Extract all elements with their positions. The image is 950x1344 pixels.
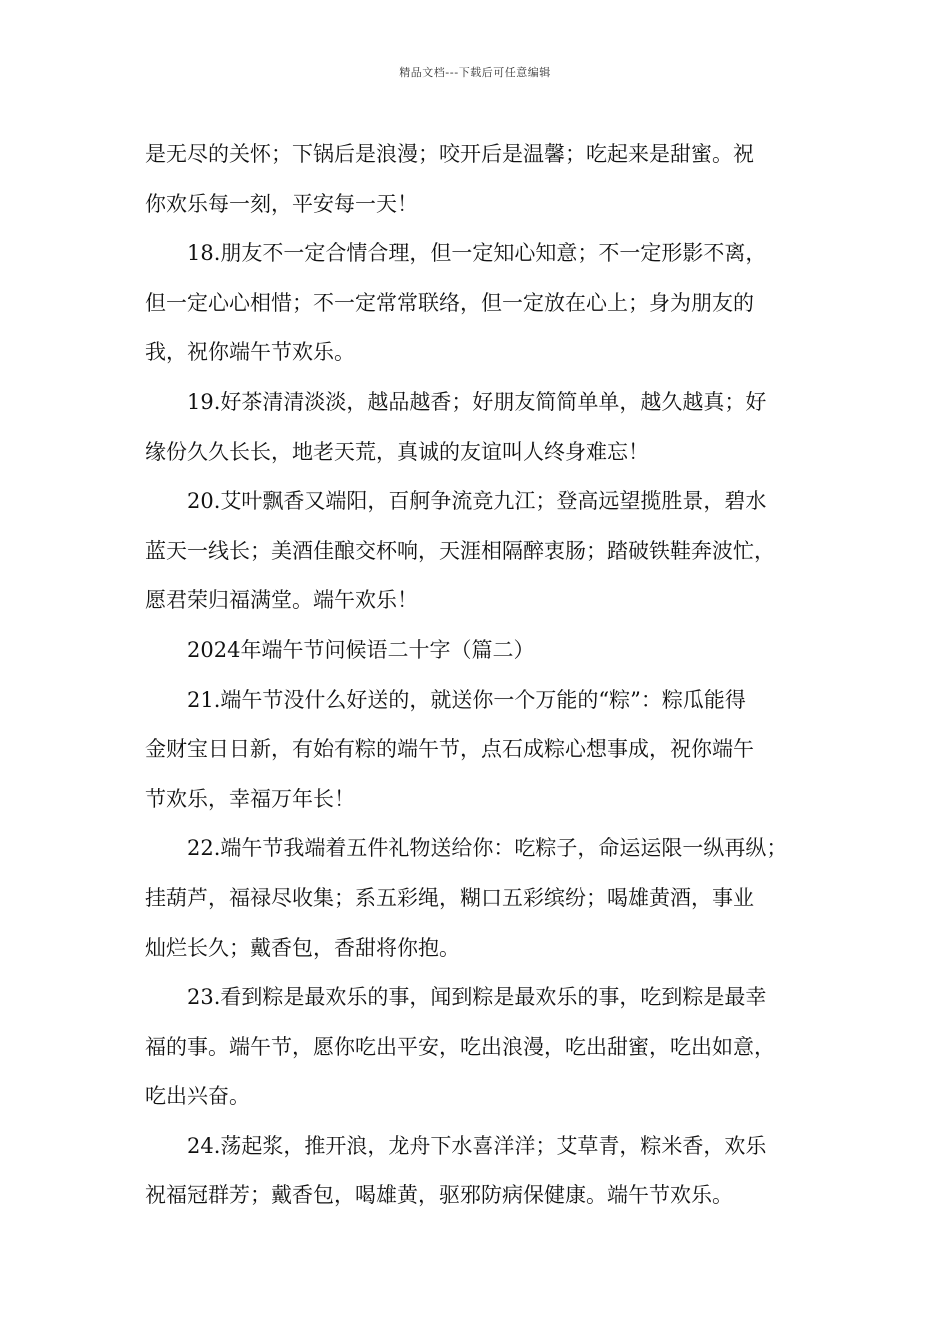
paragraph-item-20 [145, 477, 817, 626]
paragraph-item-18 [145, 229, 817, 378]
text-line: 24.荡起浆，推开浪，龙舟下水喜洋洋；艾草青，粽米香，欢乐 [187, 1133, 767, 1158]
text-line: 2024年端午节问候语二十字（篇二） [187, 637, 535, 662]
text-line: 福的事。端午节，愿你吃出平安，吃出浪漫，吃出甜蜜，吃出如意， [145, 1034, 775, 1059]
text-line: 19.好茶清清淡淡，越品越香；好朋友简简单单，越久越真；好 [187, 389, 767, 414]
document-body [145, 130, 817, 1221]
text-line: 20.艾叶飘香又端阳，百舸争流竞九江；登高远望揽胜景，碧水 [187, 489, 767, 514]
text-line: 蓝天一线长；美酒佳酿交杯响，天涯相隔醉衷肠；踏破铁鞋奔波忙， [145, 538, 775, 563]
text-line: 挂葫芦，福禄尽收集；系五彩绳，糊口五彩缤纷；喝雄黄酒，事业 [145, 885, 754, 910]
page-header: 精品文档---下载后可任意编辑 [399, 66, 551, 79]
text-line: 愿君荣归福满堂。端午欢乐！ [145, 588, 418, 613]
paragraph-item-22 [145, 824, 817, 973]
text-line: 22.端午节我端着五件礼物送给你：吃粽子，命运运限一纵再纵； [187, 836, 788, 861]
text-line: 缘份久久长长，地老天荒，真诚的友谊叫人终身难忘！ [145, 439, 649, 464]
text-line: 我，祝你端午节欢乐。 [145, 340, 355, 365]
text-line: 18.朋友不一定合情合理，但一定知心知意；不一定形影不离， [187, 241, 767, 266]
paragraph-item-21 [145, 676, 817, 825]
text-line: 灿烂长久；戴香包，香甜将你抱。 [145, 935, 460, 960]
paragraph-item-19 [145, 378, 817, 477]
text-line: 吃出兴奋。 [145, 1084, 250, 1109]
paragraph-item-23 [145, 973, 817, 1122]
text-line: 祝福冠群芳；戴香包，喝雄黄，驱邪防病保健康。端午节欢乐。 [145, 1183, 733, 1208]
text-line: 节欢乐，幸福万年长！ [145, 786, 355, 811]
text-line: 21.端午节没什么好送的，就送你一个万能的“粽”：粽瓜能得 [187, 687, 746, 712]
text-line: 你欢乐每一刻，平安每一天！ [145, 191, 418, 216]
paragraph-item-24 [145, 1122, 817, 1221]
paragraph-continuation [145, 130, 817, 229]
text-line: 金财宝日日新，有始有粽的端午节，点石成粽心想事成，祝你端午 [145, 737, 754, 762]
text-line: 但一定心心相惜；不一定常常联络，但一定放在心上；身为朋友的 [145, 290, 754, 315]
section-heading [145, 626, 817, 676]
text-line: 是无尽的关怀；下锅后是浪漫；咬开后是温馨；吃起来是甜蜜。祝 [145, 142, 754, 166]
text-line: 23.看到粽是最欢乐的事，闻到粽是最欢乐的事，吃到粽是最幸 [187, 985, 767, 1010]
